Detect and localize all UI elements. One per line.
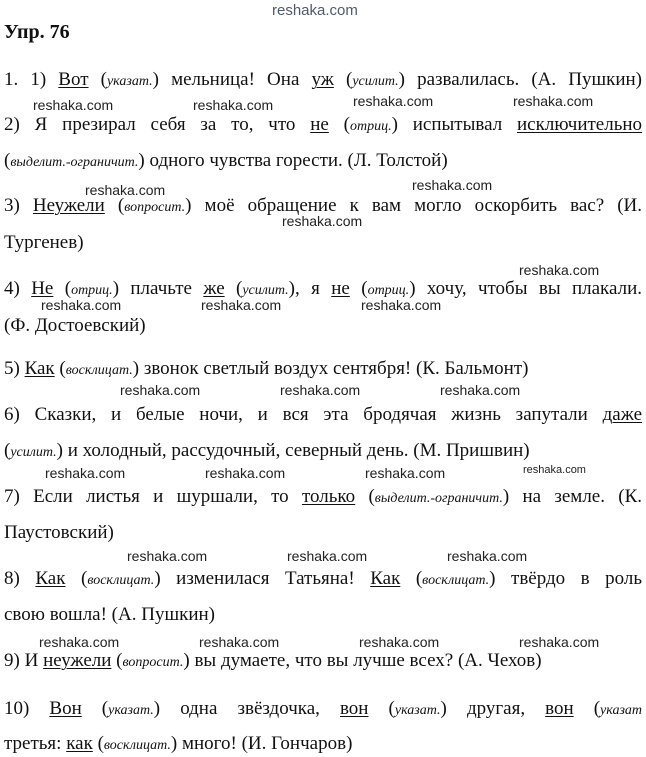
particle: вон [339,698,369,719]
particle: уж [311,69,334,90]
particle: Как [24,358,55,379]
watermark: reshaka.com [120,382,201,398]
sentence-3-line-1: 3) Неужели (вопросит.) моё обращение к вам могло оскорбить вас? (И. [4,195,643,216]
watermark: reshaka.com [205,465,286,481]
sentence-2-line-1: 2) Я презирал себя за то, что не (отриц.) испытывал исключительно [4,114,643,135]
particle: даже [602,404,643,425]
watermark: reshaka.com [272,2,358,19]
sentence-6-line-2: (усилит.) и холодный, рассудочный, северный день. (М. Пришвин) [4,440,530,461]
sentence-4-line-2: (Ф. Достоевский) [4,315,146,336]
watermark: reshaka.com [519,634,600,650]
sentence-5: 5) Как (восклицат.) звонок светлый воздух сентября! (К. Бальмонт) [4,358,529,379]
sentence-6-line-1: 6) Сказки, и белые ночи, и вся эта бродячая жизнь запутали даже [4,404,643,425]
particle: не [331,278,350,299]
watermark: reshaka.com [361,297,442,313]
watermark: reshaka.com [353,93,434,109]
particle: Не [31,278,54,299]
particle: исключительно [517,114,643,135]
particle: Вот [58,69,89,90]
watermark: reshaka.com [287,548,368,564]
sentence-1: 1. 1) Вот (указат.) мельница! Она уж (усилит.) развалилась. (А. Пушкин) [4,69,643,90]
sentence-10-line-2: третья: как (восклицат.) много! (И. Гончаров) [4,733,353,754]
watermark: reshaka.com [523,464,586,476]
sentence-7-line-1: 7) Если листья и шуршали, то только (выделит.-ограничит.) на земле. (К. [4,486,643,507]
particle: Как [35,568,66,589]
particle: Как [370,568,401,589]
watermark: reshaka.com [199,634,280,650]
sentence-4-line-1: 4) Не (отриц.) плачьте же (усилит.), я не (отриц.) хочу, чтобы вы плакали. [4,278,643,299]
particle: вон [545,698,574,719]
watermark: reshaka.com [412,177,493,193]
watermark: reshaka.com [85,182,166,198]
watermark: reshaka.com [45,465,126,481]
particle: только [301,486,356,507]
sentence-10-line-1: 10) Вон (указат.) одна звёздочка, вон (указат.) другая, вон (указат [4,698,643,719]
watermark: reshaka.com [447,548,528,564]
watermark: reshaka.com [513,93,594,109]
particle: же [203,278,225,299]
sentence-2-line-2: (выделит.-ограничит.) одного чувства горести. (Л. Толстой) [4,150,448,171]
watermark: reshaka.com [280,382,361,398]
sentence-7-line-2: Паустовский) [4,522,114,543]
watermark: reshaka.com [365,465,446,481]
watermark: reshaka.com [39,634,120,650]
sentence-3-line-2: Тургенев) [4,232,84,253]
sentence-9: 9) И неужели (вопросит.) вы думаете, что вы лучше всех? (А. Чехов) [4,650,542,671]
watermark: reshaka.com [519,262,600,278]
sentence-8-line-2: свою вошла! (А. Пушкин) [4,604,215,625]
exercise-title: Упр. 76 [4,21,70,43]
particle: Неужели [32,195,105,216]
sentence-8-line-1: 8) Как (восклицат.) изменилася Татьяна! Как (восклицат.) твёрдо в роль [4,568,643,589]
particle: Вон [49,698,82,719]
particle: как [66,733,93,754]
watermark: reshaka.com [33,97,114,113]
watermark: reshaka.com [359,634,440,650]
watermark: reshaka.com [201,297,282,313]
particle: не [310,114,329,135]
watermark: reshaka.com [282,213,363,229]
watermark: reshaka.com [193,97,274,113]
particle: неужели [43,650,112,671]
watermark: reshaka.com [127,548,208,564]
watermark: reshaka.com [41,297,122,313]
watermark: reshaka.com [440,382,521,398]
